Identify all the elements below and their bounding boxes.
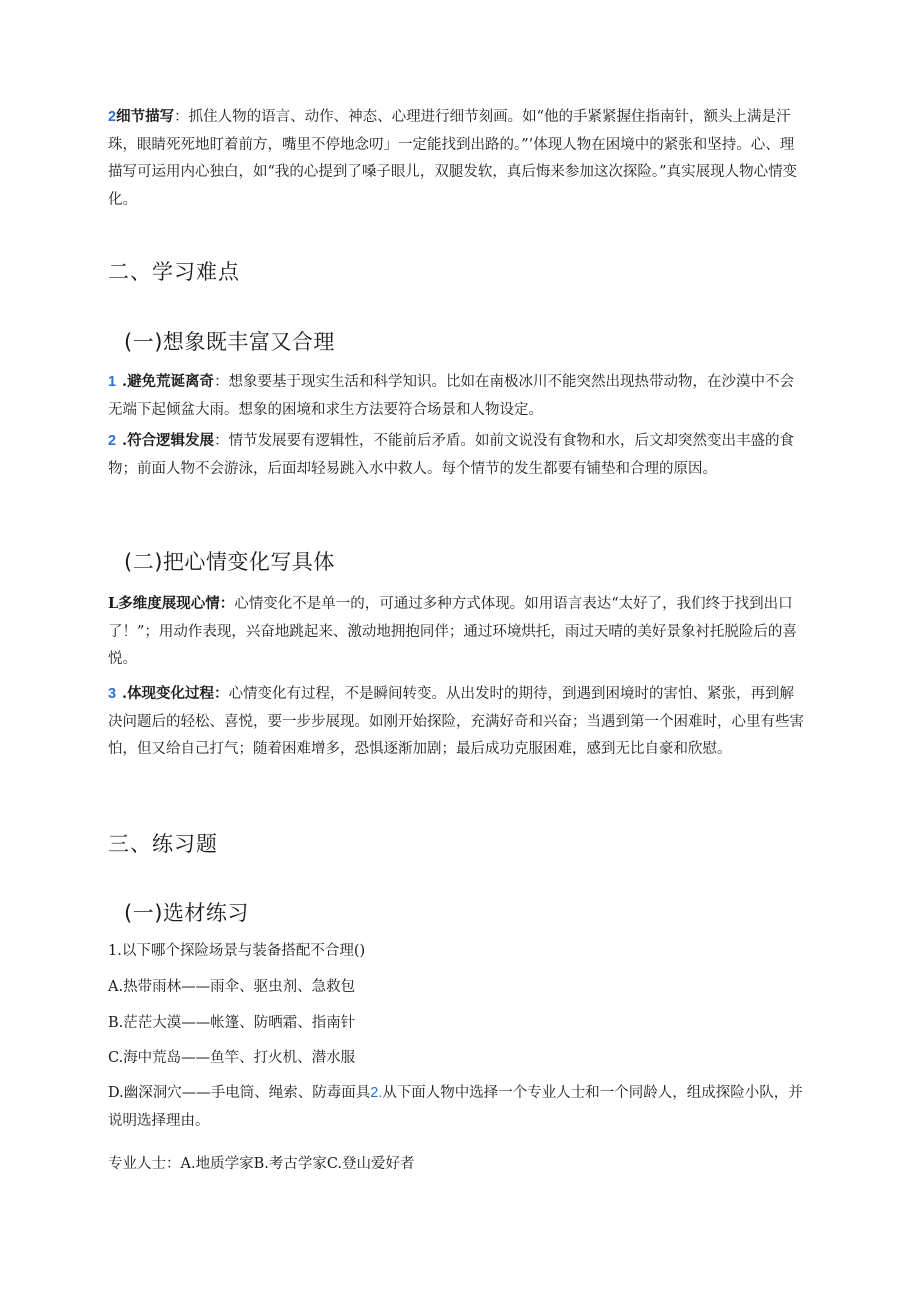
option-c: C.海中荒岛——鱼竿、打火机、潜水服 [108, 1050, 356, 1066]
detail-writing-paragraph [108, 104, 808, 214]
item-body: 心情变化有过程，不是瞬间转变。从出发时的期待，到遇到困境时的害怕、紧张，再到解决问题后的轻松、喜悦，要一步步展现。如刚开始探险，充满好奇和兴奋；当遇到第一个困难时，心里有些害怕，但又给自己打气；随着困难增多，恐惧逐渐加剧；最后成功克服困难，感到无比自豪和欣慰。 [108, 686, 804, 757]
item-term: 细节描写 [116, 109, 175, 125]
item-number: 3 [108, 686, 117, 702]
list-item: 1 .避免荒诞离奇：想象要基于现实生活和科学知识。比如在南极冰川不能突然出现热带动物，在沙漠中不会无端下起倾盆大雨。想象的困境和求生方法要符合场景和人物设定。 [108, 368, 808, 424]
item-body: 心情变化不是单一的，可通过多种方式体现。如用语言表达“太好了，我们终于找到出口了！”；用动作表现，兴奋地跳起来、激动地拥抱同伴；通过环境烘托，雨过天晴的美好景象衬托脱险后的喜悦。 [108, 596, 797, 667]
question-2-body: 从下面人物中选择一个专业人士和一个同龄人，组成探险小队，并说明选择理由。 [108, 1085, 803, 1129]
item-number: L [108, 595, 119, 612]
item-term: 体现变化过程： [127, 686, 229, 702]
option-b: B.茫茫大漠——帐篷、防晒霜、指南针 [108, 1015, 356, 1031]
item-body: ：抓住人物的语言、动作、神态、心理进行细节刻画。如“他的手紧紧握住指南针，额头上满是汗珠，眼睛死死地盯着前方，嘴里不停地念叨」一定能找到出路的。”’体现人物在困境中的紧张和坚持。心、理描写可运用内心独白，如“我的心提到了嗓子眼儿，双腿发软，真后悔来参加这次探险。”真实展现人物心情变化。 [108, 109, 798, 208]
item-term: 避免荒诞离奇 [127, 374, 215, 390]
item-body: ：情节发展要有逻辑性，不能前后矛盾。如前文说没有食物和水，后文却突然变出丰盛的食物；前面人物不会游泳，后面却轻易跳入水中救人。每个情节的发生都要有铺垫和合理的原因。 [108, 433, 795, 477]
question-2-number: 2. [370, 1085, 383, 1101]
professionals-list: 专业人士：A.地质学家B.考古学家C.登山爱好者 [108, 1156, 415, 1172]
option-d-and-question-2 [108, 1080, 808, 1135]
section-heading-difficulties: 二、学习难点 [108, 260, 240, 284]
section-heading-exercises: 三、练习题 [108, 832, 218, 856]
item-number: 2 [108, 109, 117, 125]
subheading-mood-change: (二)把心情变化写具体 [124, 550, 335, 574]
item-term: 多维度展现心情： [118, 596, 235, 612]
list-item: 2 .符合逻辑发展：情节发展要有逻辑性，不能前后矛盾。如前文说没有食物和水，后文却突然变出丰盛的食物；前面人物不会游泳，后面却轻易跳入水中救人。每个情节的发生都要有铺垫和合理的原因。 [108, 427, 808, 483]
list-item [108, 590, 808, 674]
option-d: D.幽深洞穴——手电筒、绳索、防毒面具 [108, 1085, 371, 1101]
item-term: 符合逻辑发展 [127, 433, 215, 449]
item-number: 2 [108, 433, 117, 449]
item-body: ：想象要基于现实生活和科学知识。比如在南极冰川不能突然出现热带动物，在沙漠中不会无端下起倾盆大雨。想象的困境和求生方法要符合场景和人物设定。 [108, 374, 795, 418]
option-a: A.热带雨林——雨伞、驱虫剂、急救包 [108, 979, 356, 995]
subheading-imagination: (一)想象既丰富又合理 [124, 330, 335, 354]
item-number: 1 [108, 374, 117, 390]
list-item: 3 .体现变化过程：心情变化有过程，不是瞬间转变。从出发时的期待，到遇到困境时的害怕、紧张，再到解决问题后的轻松、喜悦，要一步步展现。如刚开始探险，充满好奇和兴奋；当遇到第一个困难时，心里有些害怕，但又给自己打气；随着困难增多，恐惧逐渐加剧；最后成功克服困难，感到无比自豪和欣慰。 [108, 680, 808, 764]
subheading-material-practice: (一)选材练习 [124, 901, 249, 925]
question-stem: 1.以下哪个探险场景与装备搭配不合理() [108, 943, 366, 959]
